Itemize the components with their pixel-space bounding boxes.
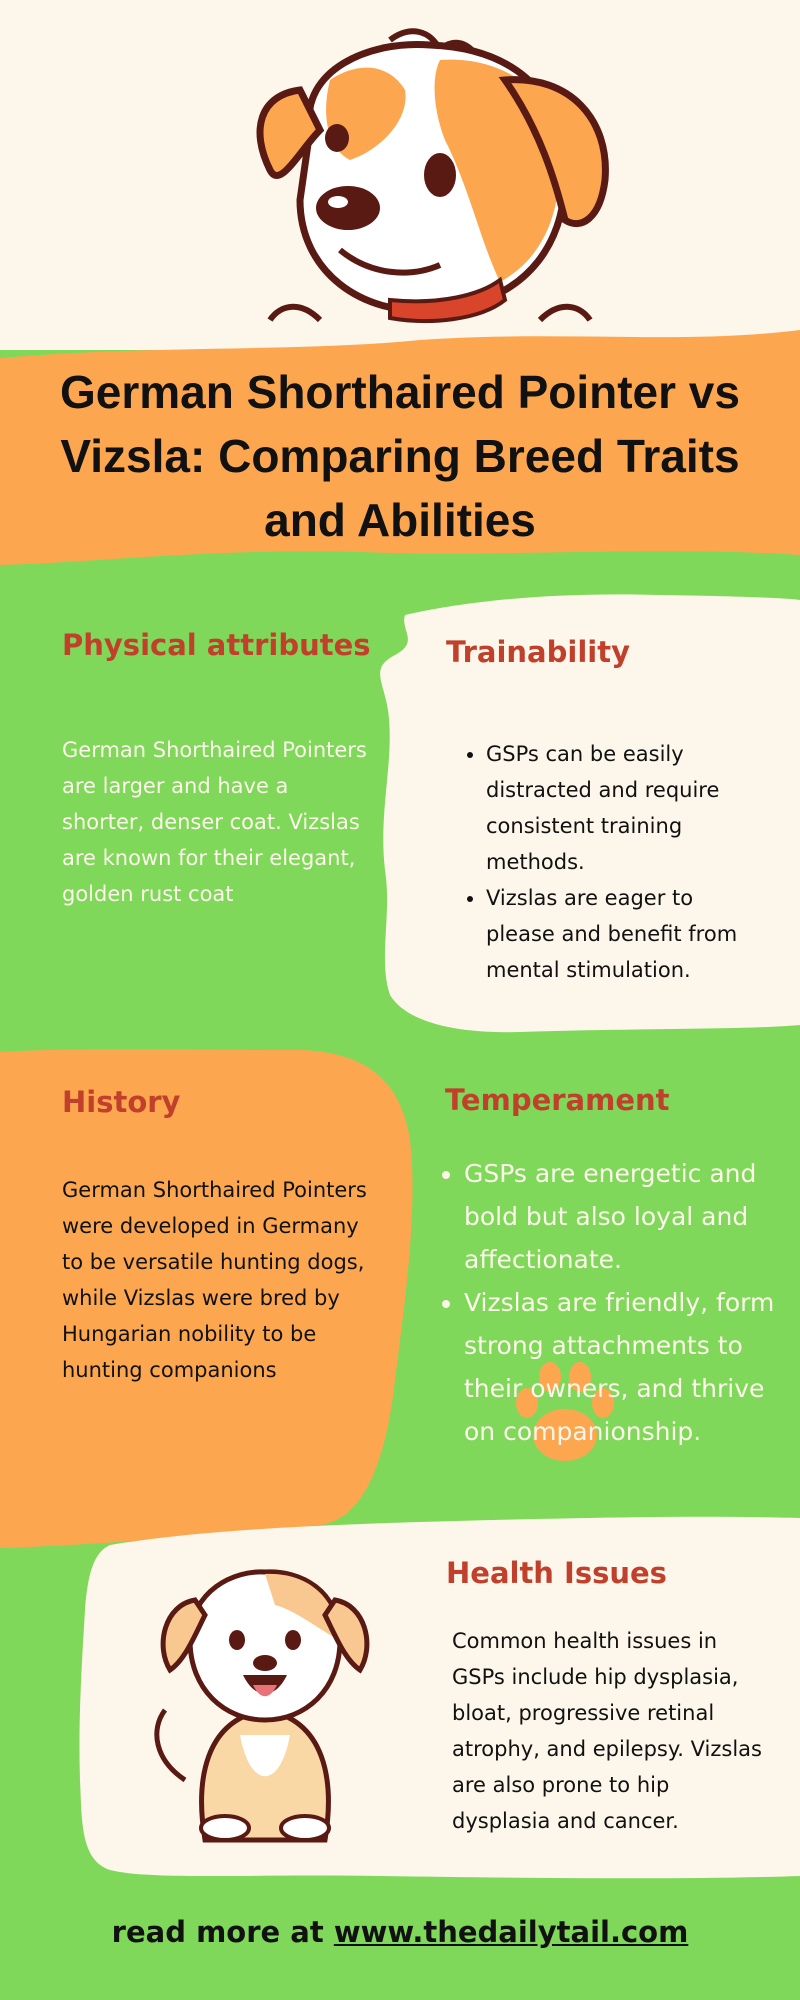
sitting-puppy-illustration xyxy=(145,1560,385,1845)
physical-heading: Physical attributes xyxy=(62,628,371,662)
trainability-item: • Vizslas are eager to please and benefit from mental stimulation. xyxy=(486,880,748,988)
health-heading: Health Issues xyxy=(446,1556,667,1590)
temperament-item: • GSPs are energetic and bold but also loyal and affectionate. xyxy=(464,1152,781,1281)
temperament-item: • Vizslas are friendly, form strong attachments to their owners, and thrive on companionship. xyxy=(464,1281,781,1453)
temperament-heading: Temperament xyxy=(445,1083,670,1117)
footer xyxy=(0,1915,800,1949)
trainability-heading: Trainability xyxy=(446,635,630,669)
history-heading: History xyxy=(62,1085,181,1119)
footer-prefix: read more at xyxy=(111,1915,334,1949)
trainability-item: • GSPs can be easily distracted and require consistent training methods. xyxy=(486,736,748,880)
trainability-list xyxy=(458,736,748,988)
footer-link[interactable]: www.thedailytail.com xyxy=(333,1915,689,1949)
health-text: Common health issues in GSPs include hip dysplasia, bloat, progressive retinal atrophy, and epilepsy. Vizslas are also prone to hip dysplasia and cancer. xyxy=(452,1629,762,1833)
physical-text: German Shorthaired Pointers are larger and have a shorter, denser coat. Vizslas are known for their elegant, golden rust coat xyxy=(62,738,367,906)
temperament-list xyxy=(436,1152,781,1453)
page-title: German Shorthaired Pointer vs Vizsla: Comparing Breed Traits and Abilities xyxy=(60,366,740,546)
dog-head-illustration xyxy=(240,20,620,365)
history-text: German Shorthaired Pointers were developed in Germany to be versatile hunting dogs, while Vizslas were bred by Hungarian nobility to be hunting companions xyxy=(62,1178,367,1382)
